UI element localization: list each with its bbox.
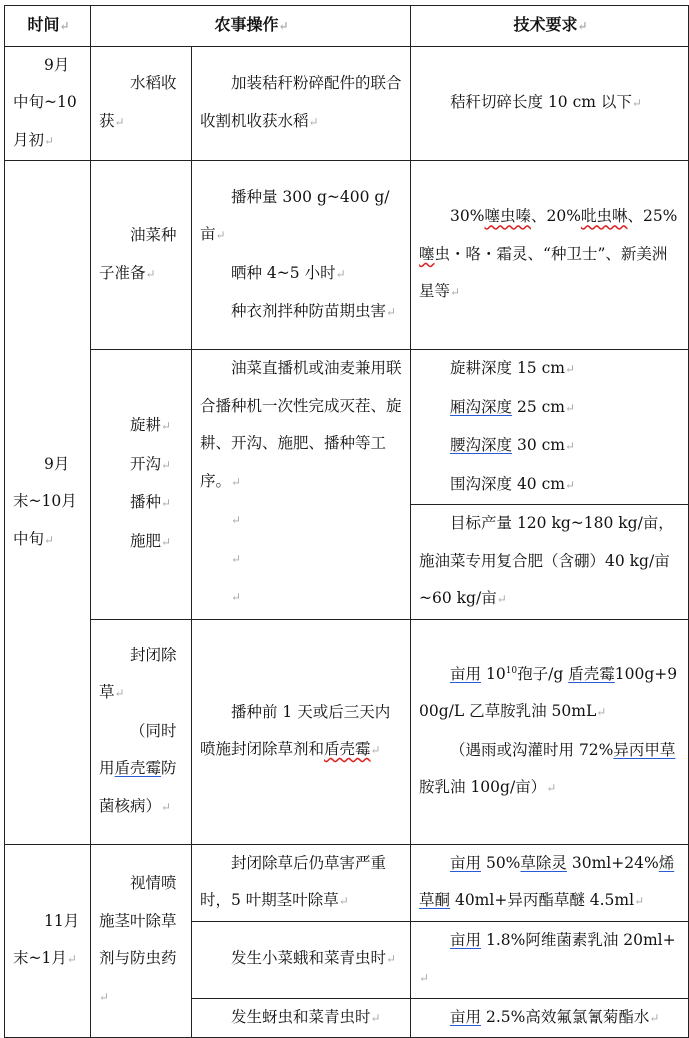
return-mark: ↵ (386, 952, 397, 967)
requirements-cell (411, 161, 689, 350)
paragraph (200, 501, 404, 540)
header-time (5, 6, 91, 47)
text: 、25% (627, 207, 678, 226)
underlined-text: 异丙甲草 (613, 740, 676, 759)
return-mark: ↵ (231, 551, 242, 566)
return-mark: ↵ (338, 894, 349, 908)
text: 播种 (130, 493, 162, 512)
text: 防菌核病） (99, 759, 177, 815)
stage-cell (91, 46, 192, 161)
paragraph (13, 446, 84, 560)
paragraph (200, 293, 404, 332)
paragraph (13, 903, 84, 979)
operation-cell (192, 998, 411, 1038)
return-mark: ↵ (161, 534, 172, 549)
requirements-cell (411, 921, 689, 998)
text: 目标产量 120 kg~180 kg/亩，施油菜专用复合肥（含硼）40 kg/亩~60 kg/亩 (419, 514, 674, 607)
paragraph (419, 466, 682, 505)
return-mark: ↵ (596, 705, 607, 719)
text: 10 (481, 664, 506, 683)
underlined-text: 吡虫啉 (580, 207, 628, 226)
underlined-text: 盾壳霉 (114, 759, 162, 778)
paragraph (99, 446, 185, 485)
underlined-text: 盾壳霉 (568, 664, 615, 683)
requirements-cell (411, 619, 689, 844)
return-mark: ↵ (386, 305, 397, 319)
text: 9月中旬~10月初 (13, 55, 77, 149)
paragraph (419, 427, 682, 466)
return-mark: ↵ (231, 474, 242, 489)
underlined-text: 腰沟深度 (450, 436, 513, 454)
text: 油菜种子准备 (99, 226, 177, 282)
requirements-cell (411, 505, 689, 620)
stage-cell (91, 161, 192, 350)
paragraph (99, 217, 185, 293)
requirements-cell (411, 998, 689, 1038)
header-operation-label: 农事操作 (214, 15, 279, 34)
text: 旋耕深度 15 cm (450, 359, 565, 377)
text: 25 cm (512, 397, 565, 416)
underlined-text: 亩用 (450, 853, 482, 872)
return-mark: ↵ (145, 266, 156, 281)
return-mark: ↵ (634, 894, 645, 908)
stage-cell (91, 350, 192, 620)
return-mark: ↵ (564, 477, 576, 492)
return-mark: ↵ (419, 971, 430, 985)
text: 秸秆切碎长度 10 cm 以下 (450, 93, 632, 111)
table-header-row (5, 6, 689, 47)
requirements-cell (411, 46, 689, 161)
farming-schedule-table (4, 5, 689, 1038)
text: 发生小菜蛾和菜青虫时 (231, 949, 387, 968)
time-cell (5, 161, 91, 845)
table-row (5, 350, 689, 505)
text: 100g+900g/L 乙草胺乳油 50mL (419, 664, 678, 720)
text: 围沟深度 40 cm (450, 474, 565, 493)
text: 水稻收获 (99, 74, 177, 130)
text: 旋耕 (130, 416, 162, 435)
return-mark: ↵ (649, 1010, 660, 1025)
text: 封闭除草 (99, 645, 177, 702)
return-mark: ↵ (450, 285, 461, 300)
paragraph (200, 845, 404, 921)
return-mark: ↵ (161, 419, 172, 434)
underlined-text: 噻虫嗪 (484, 207, 531, 226)
paragraph (99, 637, 185, 713)
text: 胺乳油 100g/亩） (419, 778, 547, 796)
return-mark: ↵ (161, 457, 172, 472)
underlined-text: 亩用 (450, 930, 482, 949)
stage-cell (91, 619, 192, 844)
text: 50% (481, 853, 521, 872)
text: 播种前 1 天或后三天内喷施封闭除草剂和 (200, 702, 391, 758)
paragraph (419, 656, 682, 732)
operation-cell (192, 844, 411, 921)
underlined-text: 亩用 (450, 1007, 482, 1026)
return-mark: ↵ (335, 266, 346, 281)
time-cell (5, 844, 91, 1038)
operation-cell (192, 619, 411, 844)
requirements-cell (411, 844, 689, 921)
paragraph (419, 84, 682, 123)
text: （同时用 (99, 721, 177, 778)
text: 发生蚜虫和菜青虫时 (231, 1007, 371, 1026)
return-mark: ↵ (99, 989, 110, 1004)
paragraph (200, 999, 404, 1038)
text: 40ml+异丙酯草醚 4.5ml (450, 891, 635, 909)
paragraph (419, 198, 682, 312)
return-mark: ↵ (44, 532, 55, 547)
paragraph (13, 47, 84, 161)
paragraph (200, 578, 404, 617)
text: 30 cm (512, 436, 565, 454)
paragraph (200, 350, 404, 501)
return-mark: ↵ (565, 400, 576, 415)
text: 孢子/g (517, 664, 569, 683)
paragraph (99, 713, 185, 827)
return-mark: ↵ (370, 743, 381, 757)
operation-cell (192, 46, 411, 161)
paragraph (419, 922, 682, 998)
return-mark: ↵ (577, 19, 588, 33)
requirements-cell (411, 350, 689, 505)
text: 封闭除草后仍草害严重时，5 叶期茎叶除草 (200, 853, 387, 909)
paragraph (200, 65, 404, 141)
header-requirements (411, 6, 689, 47)
paragraph (99, 484, 185, 523)
header-requirements-label: 技术要求 (513, 15, 578, 34)
underlined-text: 厢沟深度 (450, 397, 513, 416)
return-mark: ↵ (66, 952, 77, 967)
underlined-text: 盾壳霉 (324, 740, 371, 758)
paragraph (99, 65, 185, 141)
return-mark: ↵ (114, 686, 125, 701)
table-row (5, 844, 689, 921)
paragraph (99, 523, 185, 562)
text: 10 (505, 665, 518, 676)
text: 晒种 4~5 小时 (231, 263, 336, 282)
underlined-text: 草除灵 (520, 853, 567, 872)
text: 种衣剂拌种防苗期虫害 (231, 302, 387, 320)
paragraph (200, 179, 404, 255)
table-row (5, 619, 689, 844)
text: 油菜直播机或油麦兼用联合播种机一次性完成灭茬、旋耕、开沟、施肥、播种等工序。 (200, 359, 402, 490)
return-mark: ↵ (308, 114, 319, 129)
return-mark: ↵ (231, 513, 242, 527)
return-mark: ↵ (114, 114, 125, 129)
operation-cell (192, 921, 411, 998)
paragraph (419, 505, 682, 619)
paragraph (419, 999, 682, 1038)
paragraph (99, 865, 185, 1016)
return-mark: ↵ (565, 439, 576, 453)
text: 30% (450, 207, 485, 226)
underlined-text: 亩用 (450, 664, 482, 683)
return-mark: ↵ (44, 133, 55, 148)
stage-cell (91, 844, 192, 1038)
table-row (5, 161, 689, 350)
return-mark: ↵ (370, 1010, 381, 1025)
underlined-text: 烯草酮 (419, 853, 675, 909)
return-mark: ↵ (564, 362, 576, 376)
return-mark: ↵ (496, 592, 507, 606)
paragraph (419, 389, 682, 428)
text: 1.8%阿维菌素乳油 20ml+ (481, 930, 676, 949)
header-time-label: 时间 (27, 15, 60, 34)
paragraph (200, 940, 404, 979)
text: 播种量 300 g~400 g/亩 (200, 187, 390, 243)
return-mark: ↵ (161, 496, 172, 511)
paragraph (99, 407, 185, 446)
return-mark: ↵ (278, 19, 289, 33)
text: 加装秸秆粉碎配件的联合收割机收获水稻 (200, 74, 402, 130)
text: 2.5%高效氟氯氰菊酯水 (481, 1007, 650, 1026)
text: 、20% (530, 207, 581, 226)
paragraph (419, 350, 682, 389)
time-cell (5, 46, 91, 161)
operation-cell (192, 161, 411, 350)
text: 虫・咯・霜灵、“种卫士”、新美洲星等 (419, 244, 668, 301)
return-mark: ↵ (161, 799, 172, 814)
paragraph (419, 845, 682, 921)
text: 9月末~10月中旬 (13, 454, 77, 548)
underlined-text: 噻 (419, 244, 435, 263)
return-mark: ↵ (215, 228, 226, 242)
text: 开沟 (130, 454, 162, 473)
return-mark: ↵ (59, 19, 70, 33)
table-row (5, 46, 689, 161)
text: 施肥 (130, 531, 162, 550)
paragraph (200, 540, 404, 579)
return-mark: ↵ (546, 781, 557, 795)
return-mark: ↵ (231, 590, 242, 604)
text: 视情喷施茎叶除草剂与防虫药 (99, 874, 177, 968)
return-mark: ↵ (631, 96, 642, 110)
paragraph (200, 694, 404, 770)
text: 30ml+24% (566, 853, 659, 872)
text: 11月末~1月 (13, 911, 80, 968)
operation-cell (192, 350, 411, 620)
paragraph (200, 255, 404, 294)
text: （遇雨或沟灌时用 72% (450, 740, 614, 759)
header-operation (91, 6, 411, 47)
paragraph (419, 732, 682, 808)
